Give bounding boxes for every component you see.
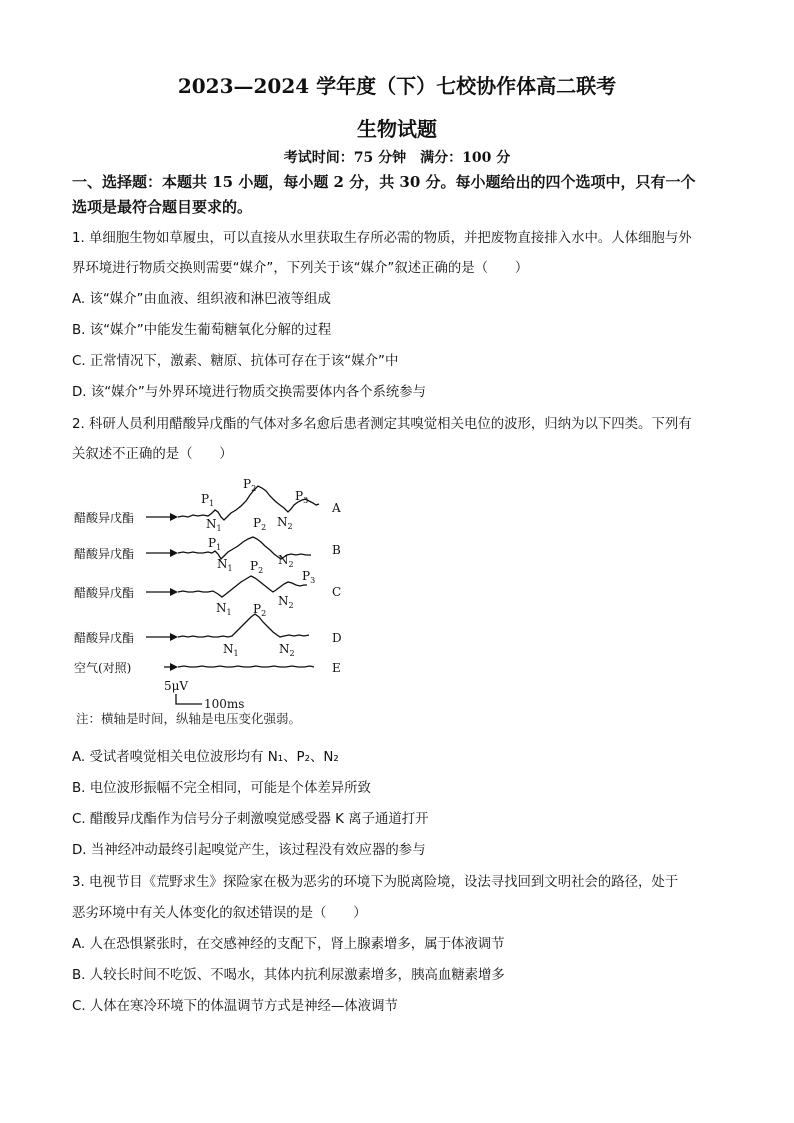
q1-option-a: A. 该“媒介”由血液、组织液和淋巴液等组成 bbox=[72, 292, 331, 307]
stimulus-label-b: 醋酸异戊酯 bbox=[74, 547, 135, 561]
q3-option-c: C. 人体在寒冷环境下的体温调节方式是神经—体液调节 bbox=[72, 999, 398, 1014]
subject-title: 生物试题 bbox=[357, 117, 437, 141]
peak-d-n2: $N_2$ bbox=[279, 642, 295, 658]
q2-option-c: C. 醋酸异戊酯作为信号分子刺激嗅觉感受器 K 离子通道打开 bbox=[72, 812, 429, 827]
peak-c-p3: $P_3$ bbox=[302, 569, 316, 585]
peak-b-n2: $N_2$ bbox=[278, 553, 294, 569]
peak-a-p1: $P_1$ bbox=[201, 492, 215, 508]
trace-d-arrowhead bbox=[170, 633, 178, 641]
stimulus-label-a: 醋酸异戊酯 bbox=[74, 511, 135, 525]
q1-option-b: B. 该“媒介”中能发生葡萄糖氧化分解的过程 bbox=[72, 323, 332, 338]
peak-c-n2: $N_2$ bbox=[278, 594, 294, 610]
trace-label-e: E bbox=[332, 661, 341, 675]
section-heading-line2: 选项是最符合题目要求的。 bbox=[72, 198, 253, 216]
peak-b-n1: $N_1$ bbox=[217, 557, 233, 573]
trace-c-arrowhead bbox=[170, 588, 178, 596]
q3-stem-line1: 3. 电视节目《荒野求生》探险家在极为恶劣的环境下为脱离险境，设法寻找回到文明社会的路径，处于 bbox=[72, 875, 679, 890]
olfactory-potential-figure bbox=[60, 470, 380, 730]
peak-b-p1: $P_1$ bbox=[208, 536, 222, 552]
stimulus-label-d: 醋酸异戊酯 bbox=[74, 631, 135, 645]
trace-label-a: A bbox=[332, 501, 341, 515]
trace-b-waveform bbox=[178, 537, 311, 559]
peak-a-p2: $P_2$ bbox=[243, 477, 257, 493]
trace-e-arrowhead bbox=[170, 663, 178, 671]
trace-label-b: B bbox=[332, 543, 341, 557]
peak-a-n1: $N_1$ bbox=[206, 517, 222, 533]
exam-info: 考试时间：75 分钟 满分：100 分 bbox=[283, 150, 511, 166]
q3-option-b: B. 人较长时间不吃饭、不喝水，其体内抗利尿激素增多，胰高血糖素增多 bbox=[72, 968, 505, 983]
q1-stem-line1: 1. 单细胞生物如草履虫，可以直接从水里获取生存所必需的物质，并把废物直接排入水中。人体细胞与外 bbox=[72, 231, 692, 246]
peak-a-n2: $N_2$ bbox=[277, 515, 293, 531]
q1-stem-line2: 界环境进行物质交换则需要“媒介”，下列关于该“媒介”叙述正确的是（ ） bbox=[72, 261, 529, 276]
control-label-e: 空气(对照) bbox=[74, 661, 132, 675]
scale-time-label: 100ms bbox=[204, 697, 245, 711]
scale-voltage-label: 5μV bbox=[164, 679, 189, 693]
scale-bar bbox=[176, 694, 202, 704]
peak-d-p2: $P_2$ bbox=[253, 602, 267, 618]
q2-option-b: B. 电位波形振幅不完全相同，可能是个体差异所致 bbox=[72, 781, 371, 796]
exam-title: 2023—2024 学年度（下）七校协作体高二联考 bbox=[177, 74, 617, 98]
section-heading-line1: 一、选择题：本题共 15 小题，每小题 2 分，共 30 分。每小题给出的四个选项中，只有一个 bbox=[72, 173, 696, 191]
peak-a-p3: $P_3$ bbox=[295, 489, 309, 505]
q1-option-c: C. 正常情况下，激素、糖原、抗体可存在于该“媒介”中 bbox=[72, 354, 399, 369]
trace-e-waveform bbox=[178, 666, 314, 667]
peak-c-n1: $N_1$ bbox=[216, 601, 232, 617]
q2-stem-line2: 关叙述不正确的是（ ） bbox=[72, 447, 233, 462]
trace-b-arrowhead bbox=[170, 549, 178, 557]
q2-option-d: D. 当神经冲动最终引起嗅觉产生，该过程没有效应器的参与 bbox=[72, 843, 426, 858]
trace-label-d: D bbox=[332, 631, 342, 645]
stimulus-label-c: 醋酸异戊酯 bbox=[74, 586, 135, 600]
q2-stem-line1: 2. 科研人员利用醋酸异戊酯的气体对多名愈后患者测定其嗅觉相关电位的波形，归纳为以下四类。下列有 bbox=[72, 417, 692, 432]
q3-option-a: A. 人在恐惧紧张时，在交感神经的支配下，肾上腺素增多，属于体液调节 bbox=[72, 937, 505, 952]
peak-b-p2: $P_2$ bbox=[253, 516, 267, 532]
q3-stem-line2: 恶劣环境中有关人体变化的叙述错误的是（ ） bbox=[72, 906, 367, 921]
q1-option-d: D. 该“媒介”与外界环境进行物质交换需要体内各个系统参与 bbox=[72, 385, 427, 400]
peak-c-p2: $P_2$ bbox=[250, 559, 264, 575]
figure-note: 注：横轴是时间，纵轴是电压变化强弱。 bbox=[76, 711, 302, 726]
peak-d-n1: $N_1$ bbox=[223, 642, 239, 658]
trace-d-waveform bbox=[178, 614, 309, 637]
trace-label-c: C bbox=[332, 585, 342, 599]
q2-option-a: A. 受试者嗅觉相关电位波形均有 N₁、P₂、N₂ bbox=[72, 750, 339, 765]
trace-a-arrowhead bbox=[170, 513, 178, 521]
